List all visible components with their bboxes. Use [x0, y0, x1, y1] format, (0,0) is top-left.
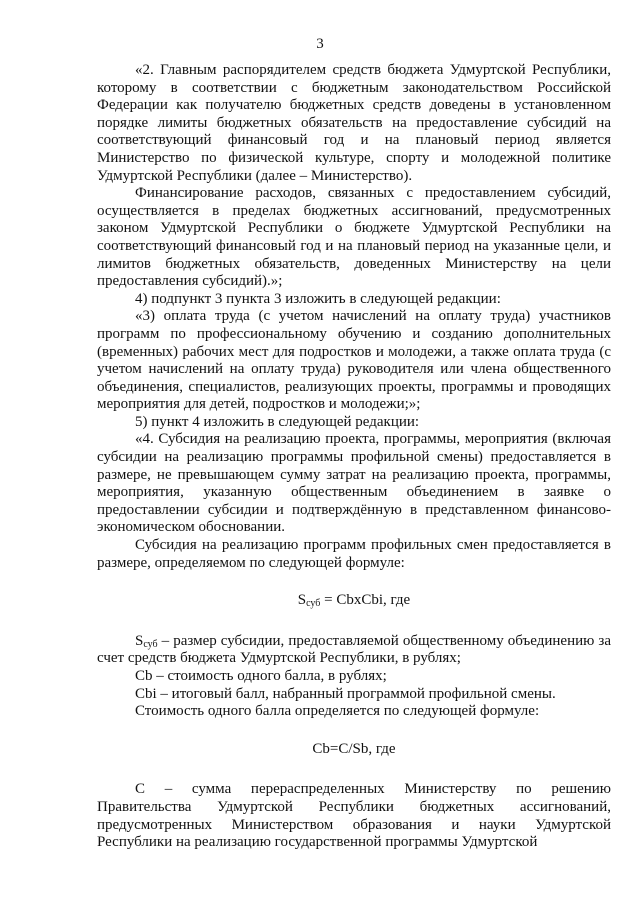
paragraph-c-definition: С – сумма перераспределенных Министерству по решению Правительства Удмуртской Республики бюджетных ассигнований, предусмотренных Министерством образования и науки Удмуртской Республики на реализацию государственной программы Удмуртской [97, 781, 611, 851]
paragraph-cbi-definition: Cbi – итоговый балл, набранный программой профильной смены. [135, 685, 556, 702]
paragraph-amendment-4: 4) подпункт 3 пункта 3 изложить в следующей редакции: [135, 290, 501, 307]
paragraph-financing: Финансирование расходов, связанных с предоставлением субсидий, осуществляется в пределах бюджетных ассигнований, предусмотренных законом Удмуртской Республики о бюджете Удмуртской Республики на соответствующий финансовый год и на плановый период на указанные цели, и лимитов бюджетных обязательств, доведенных Министерству на цели предоставления субсидий).»; [97, 185, 611, 290]
paragraph-subsidy-amount: «4. Субсидия на реализацию проекта, программы, мероприятия (включая субсидии на реализацию программы профильной смены) предоставляется в размере, не превышающем сумму затрат на реализацию проекта, программы, мероприятия, указанную общественным объединением в заявке о предоставлении субсидии и подтверждённую в представленном финансово-экономическом обосновании. [97, 431, 611, 536]
formula-point-cost: Cb=C/Sb, где [312, 740, 396, 757]
paragraph-profile-shift-subsidy: Субсидия на реализацию программ профильных смен предоставляется в размере, определяемом по следующей формуле: [97, 537, 611, 571]
paragraph-amendment-5: 5) пункт 4 изложить в следующей редакции: [135, 413, 420, 430]
paragraph-cb-definition: Cb – стоимость одного балла, в рублях; [135, 668, 387, 684]
paragraph-labor-payment: «3) оплата труда (с учетом начислений на оплату труда) участников программ по профессиональному обучению и созданию дополнительных (временных) рабочих мест для подростков и молодежи, а также оплата труда (с учетом начислений на оплату труда) руководителя или члена общественного объединения, специалистов, реализующих проекты, программы и проводящих мероприятия для детей, подростков и молодежи;»; [97, 308, 611, 413]
paragraph-point-cost: Стоимость одного балла определяется по следующей формуле: [135, 703, 540, 720]
paragraph-main-administrator: «2. Главным распорядителем средств бюджета Удмуртской Республики, которому в соответствии с бюджетным законодательством Российской Федерации как получателю бюджетных средств доведены в установленном порядке лимиты бюджетных обязательств на предоставление субсидий на соответствующий финансовый год и на плановый период является Министерство по физической культуре, спорту и молодежной политике Удмуртской Республики (далее – Министерство). [97, 62, 611, 184]
definition-symbol: S [135, 632, 144, 649]
formula-subscript: суб [306, 598, 321, 610]
definition-text: – размер субсидии, предоставляемой общественному объединению за счет средств бюджета Удмуртской Республики, в рублях; [97, 632, 611, 667]
formula-symbol: S [297, 592, 307, 609]
document-body [97, 62, 611, 852]
formula-subsidy [97, 592, 611, 610]
page-number: 3 [316, 36, 324, 52]
definition-subscript: суб [143, 638, 158, 650]
formula-expression: = CbxCbi, где [320, 592, 411, 609]
paragraph-subsidy-definition [97, 633, 611, 668]
